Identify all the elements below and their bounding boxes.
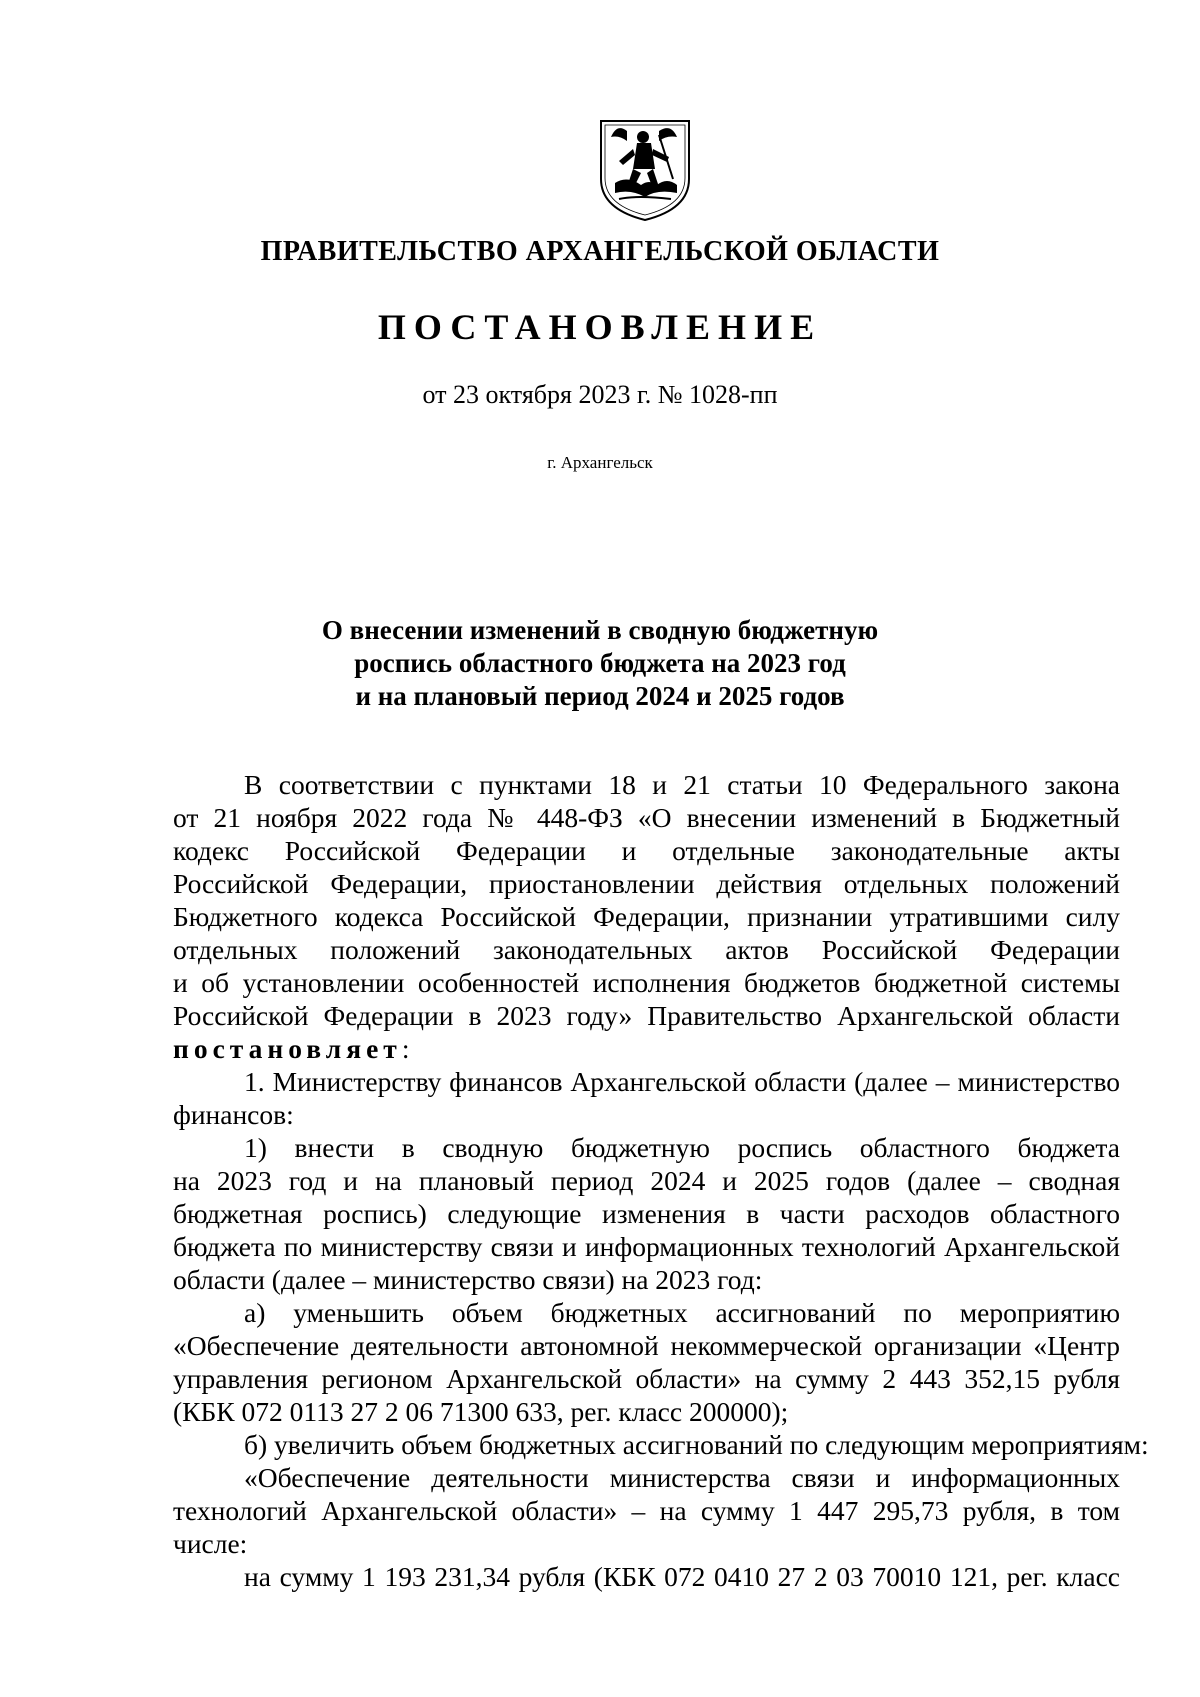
document-city: г. Архангельск: [547, 453, 653, 472]
body-line: Российской Федерации в 2023 году» Правительство Архангельской области: [173, 1000, 1120, 1031]
body-line: области (далее – министерство связи) на 2023 год:: [173, 1264, 763, 1295]
body-line: 1) внести в сводную бюджетную роспись областного бюджета: [244, 1132, 1120, 1163]
body-line: финансов:: [173, 1099, 294, 1130]
subject-line: О внесении изменений в сводную бюджетную: [321, 615, 879, 645]
coat-of-arms-emblem: [597, 117, 693, 223]
body-line: на сумму 1 193 231,34 рубля (КБК 072 0410 27 2 03 70010 121, рег. класс: [244, 1561, 1120, 1592]
body-line: 1. Министерству финансов Архангельской области (далее – министерство: [244, 1066, 1120, 1097]
body-line: а) уменьшить объем бюджетных ассигнований по мероприятию: [244, 1297, 1120, 1328]
body-line: на 2023 год и на плановый период 2024 и 2025 годов (далее – сводная: [173, 1165, 1120, 1196]
body-line: управления регионом Архангельской области» на сумму 2 443 352,15 рубля: [173, 1363, 1120, 1394]
document-type: ПОСТАНОВЛЕНИЕ: [377, 307, 823, 347]
body-line: (КБК 072 0113 27 2 06 71300 633, рег. класс 200000);: [173, 1396, 789, 1427]
resolves-line: [173, 1032, 1120, 1065]
document-date-number: от 23 октября 2023 г. № 1028-пп: [422, 380, 778, 409]
government-title: ПРАВИТЕЛЬСТВО АРХАНГЕЛЬСКОЙ ОБЛАСТИ: [260, 236, 940, 267]
body-line: отдельных положений законодательных актов Российской Федерации: [173, 934, 1120, 965]
body-line: В соответствии с пунктами 18 и 21 статьи 10 Федерального закона: [244, 769, 1120, 800]
body-line: Российской Федерации, приостановлении действия отдельных положений: [173, 868, 1120, 899]
body-line: кодекс Российской Федерации и отдельные законодательные акты: [173, 835, 1120, 866]
resolves-colon: :: [401, 1033, 410, 1064]
body-line: от 21 ноября 2022 года № 448-ФЗ «О внесении изменений в Бюджетный: [173, 802, 1120, 833]
document-subject: [0, 614, 1200, 713]
resolves-word: постановляет: [173, 1033, 402, 1064]
body-line: «Обеспечение деятельности автономной некоммерческой организации «Центр: [173, 1330, 1120, 1361]
body-line: «Обеспечение деятельности министерства связи и информационных: [244, 1462, 1120, 1493]
subject-line: роспись областного бюджета на 2023 год: [354, 648, 846, 678]
body-line: и об установлении особенностей исполнения бюджетов бюджетной системы: [173, 967, 1120, 998]
body-line: бюджетная роспись) следующие изменения в части расходов областного: [173, 1198, 1120, 1229]
body-line: числе:: [173, 1528, 248, 1559]
body-line: Бюджетного кодекса Российской Федерации, признании утратившими силу: [173, 901, 1120, 932]
body-line: технологий Архангельской области» – на сумму 1 447 295,73 рубля, в том: [173, 1495, 1120, 1526]
body-line: б) увеличить объем бюджетных ассигнований по следующим мероприятиям:: [244, 1429, 1149, 1460]
document-body: [173, 768, 1149, 1593]
body-line: бюджета по министерству связи и информационных технологий Архангельской: [173, 1231, 1120, 1262]
subject-line: и на плановый период 2024 и 2025 годов: [355, 681, 845, 711]
